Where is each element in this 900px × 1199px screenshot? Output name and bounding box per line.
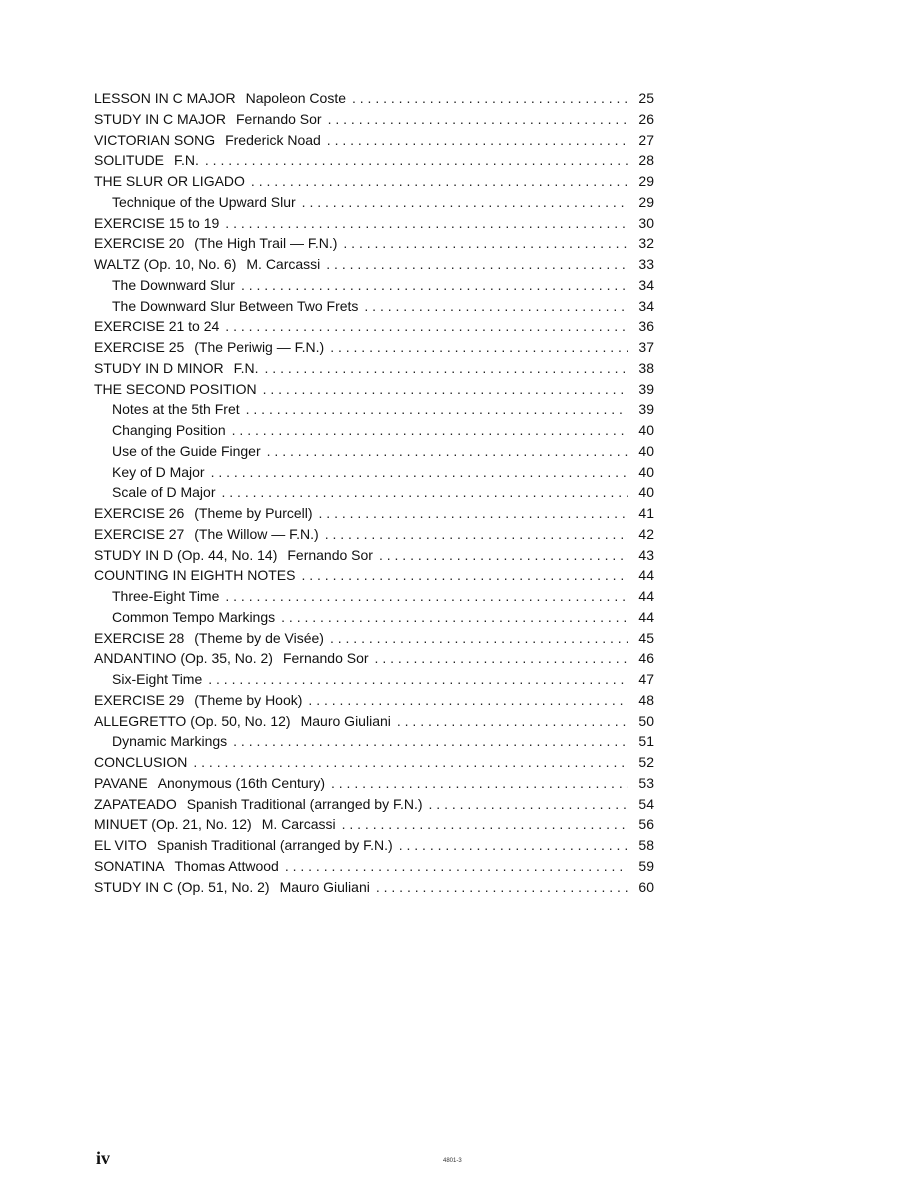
toc-entry-title <box>94 503 319 524</box>
toc-entry <box>94 835 654 856</box>
toc-title-text: PAVANE <box>94 774 148 791</box>
toc-page-number: 36 <box>638 318 654 335</box>
toc-page-number: 41 <box>638 505 654 521</box>
toc-page-number: 32 <box>638 235 654 252</box>
toc-entry-title <box>94 109 328 130</box>
toc-entry <box>94 358 654 379</box>
toc-title-text: EXERCISE 28 <box>94 629 185 646</box>
dot-leader <box>225 316 628 337</box>
toc-author-text: M. Carcassi <box>261 816 336 833</box>
toc-subentry <box>94 441 654 462</box>
toc-page-number: 29 <box>638 173 654 189</box>
toc-author-text: Napoleon Coste <box>245 90 346 106</box>
dot-leader <box>399 835 628 856</box>
toc-title-text: The Downward Slur <box>112 276 235 293</box>
toc-entry <box>94 316 654 337</box>
toc-page-number: 34 <box>638 297 654 314</box>
toc-author-text: M. Carcassi <box>246 256 321 272</box>
dot-leader <box>429 794 628 815</box>
toc-title-text: EXERCISE 29 <box>94 691 185 708</box>
toc-entry <box>94 752 654 773</box>
dot-leader <box>241 275 628 296</box>
toc-entry-title <box>94 316 225 337</box>
toc-entry-title <box>94 358 265 379</box>
toc-author-text: (Theme by Purcell) <box>194 505 313 521</box>
toc-title-text: ZAPATEADO <box>94 795 177 812</box>
toc-entry-title <box>94 399 246 420</box>
toc-entry <box>94 565 654 586</box>
toc-entry-title <box>94 441 267 462</box>
toc-author-text: Spanish Traditional (arranged by F.N.) <box>156 837 393 853</box>
toc-title-text: Scale of D Major <box>112 484 216 501</box>
toc-title-text: ALLEGRETTO (Op. 50, No. 12) <box>94 712 291 729</box>
dot-leader <box>281 607 628 628</box>
toc-subentry <box>94 731 654 752</box>
toc-subentry <box>94 669 654 690</box>
toc-page-number: 46 <box>638 650 654 667</box>
page-number-roman: iv <box>96 1148 111 1168</box>
toc-page-number: 59 <box>638 857 654 874</box>
toc-entry-title <box>94 213 225 234</box>
toc-entry-title <box>94 773 331 794</box>
toc-page-number: 58 <box>638 837 654 853</box>
dot-leader <box>267 441 628 462</box>
toc-entry-title <box>94 192 302 213</box>
dot-leader <box>263 379 628 400</box>
toc-page-number: 48 <box>638 691 654 708</box>
toc-title-text: Notes at the 5th Fret <box>112 401 240 418</box>
toc-author-text: Spanish Traditional (arranged by F.N.) <box>186 795 423 812</box>
toc-entry <box>94 337 654 358</box>
toc-entry-title <box>94 835 399 856</box>
toc-entry <box>94 150 654 171</box>
toc-subentry <box>94 275 654 296</box>
toc-entry-title <box>94 462 211 483</box>
toc-entry-title <box>94 254 326 275</box>
toc-page-number: 52 <box>638 754 654 770</box>
toc-title-text: STUDY IN D (Op. 44, No. 14) <box>94 546 278 563</box>
dot-leader <box>327 130 628 151</box>
toc-entry-title <box>94 150 205 171</box>
toc-subentry <box>94 607 654 628</box>
toc-page-number: 47 <box>638 671 654 687</box>
toc-entry-title <box>94 814 342 835</box>
toc-entry <box>94 254 654 275</box>
toc-title-text: Six-Eight Time <box>112 671 203 687</box>
toc-entry <box>94 88 654 109</box>
toc-author-text: (The Willow — F.N.) <box>194 525 319 542</box>
toc-author-text: Mauro Giuliani <box>300 712 391 729</box>
toc-author-text: Fernando Sor <box>282 650 369 667</box>
dot-leader <box>376 877 628 898</box>
toc-title-text: The Downward Slur Between Two Frets <box>112 297 359 314</box>
table-of-contents <box>94 88 654 897</box>
toc-entry <box>94 690 654 711</box>
toc-title-text: EL VITO <box>94 837 147 853</box>
toc-title-text: Changing Position <box>112 422 226 438</box>
toc-author-text: Thomas Attwood <box>174 857 279 874</box>
toc-entry-title <box>94 856 285 877</box>
toc-author-text: Mauro Giuliani <box>279 878 370 895</box>
toc-page-number: 60 <box>638 878 654 895</box>
toc-subentry <box>94 296 654 317</box>
toc-subentry <box>94 192 654 213</box>
toc-entry <box>94 648 654 669</box>
toc-entry <box>94 628 654 649</box>
toc-author-text: Frederick Noad <box>225 131 321 148</box>
toc-title-text: EXERCISE 27 <box>94 525 185 542</box>
dot-leader <box>325 524 628 545</box>
toc-entry-title <box>94 586 225 607</box>
toc-page-number: 37 <box>638 339 654 355</box>
toc-entry-title <box>94 731 233 752</box>
toc-page-number: 33 <box>638 256 654 272</box>
toc-page-number: 50 <box>638 712 654 729</box>
toc-page-number: 34 <box>638 276 654 293</box>
toc-subentry <box>94 420 654 441</box>
toc-title-text: THE SLUR OR LIGADO <box>94 173 245 189</box>
toc-title-text: EXERCISE 25 <box>94 339 185 355</box>
dot-leader <box>221 482 628 503</box>
dot-leader <box>331 773 628 794</box>
toc-entry <box>94 503 654 524</box>
toc-page-number: 53 <box>638 774 654 791</box>
dot-leader <box>330 337 628 358</box>
toc-entry <box>94 877 654 898</box>
toc-entry-title <box>94 711 397 732</box>
toc-entry <box>94 130 654 151</box>
dot-leader <box>364 296 628 317</box>
toc-entry-title <box>94 628 330 649</box>
toc-author-text: F.N. <box>233 359 259 376</box>
dot-leader <box>233 731 628 752</box>
toc-author-text: Fernando Sor <box>235 110 322 127</box>
toc-entry <box>94 711 654 732</box>
toc-title-text: MINUET (Op. 21, No. 12) <box>94 816 252 833</box>
toc-title-text: Use of the Guide Finger <box>112 442 261 459</box>
toc-title-text: EXERCISE 26 <box>94 505 185 521</box>
toc-entry-title <box>94 690 308 711</box>
toc-title-text: COUNTING IN EIGHTH NOTES <box>94 567 296 584</box>
dot-leader <box>330 628 628 649</box>
dot-leader <box>379 545 628 566</box>
toc-author-text: (Theme by de Visée) <box>194 629 324 646</box>
toc-entry <box>94 794 654 815</box>
toc-author-text: F.N. <box>174 152 199 169</box>
toc-entry-title <box>94 130 327 151</box>
toc-entry-title <box>94 794 429 815</box>
toc-page-number: 51 <box>638 733 654 750</box>
toc-page-number: 39 <box>638 380 654 397</box>
toc-author-text: (The Periwig — F.N.) <box>194 339 325 355</box>
dot-leader <box>285 856 628 877</box>
toc-page-number: 54 <box>638 795 654 812</box>
toc-page-number: 40 <box>638 484 654 501</box>
toc-page-number: 40 <box>638 442 654 459</box>
toc-subentry <box>94 399 654 420</box>
toc-page-number: 27 <box>638 131 654 148</box>
dot-leader <box>225 213 628 234</box>
dot-leader <box>308 690 628 711</box>
dot-leader <box>302 192 628 213</box>
toc-page-number: 44 <box>638 567 654 584</box>
toc-title-text: Key of D Major <box>112 463 205 480</box>
toc-entry-title <box>94 296 364 317</box>
dot-leader <box>205 150 628 171</box>
dot-leader <box>265 358 628 379</box>
toc-author-text: Anonymous (16th Century) <box>157 774 325 791</box>
toc-entry <box>94 171 654 192</box>
toc-title-text: ANDANTINO (Op. 35, No. 2) <box>94 650 273 667</box>
toc-entry-title <box>94 607 281 628</box>
toc-entry-title <box>94 171 251 192</box>
toc-title-text: SONATINA <box>94 857 165 874</box>
dot-leader <box>251 171 628 192</box>
toc-entry-title <box>94 545 379 566</box>
toc-page-number: 28 <box>638 152 654 169</box>
toc-title-text: VICTORIAN SONG <box>94 131 216 148</box>
toc-entry-title <box>94 877 376 898</box>
toc-title-text: Technique of the Upward Slur <box>112 193 296 210</box>
dot-leader <box>319 503 628 524</box>
toc-entry-title <box>94 275 241 296</box>
toc-entry-title <box>94 233 343 254</box>
dot-leader <box>342 814 628 835</box>
dot-leader <box>208 669 628 690</box>
toc-title-text: STUDY IN C (Op. 51, No. 2) <box>94 878 270 895</box>
toc-entry-title <box>94 482 221 503</box>
toc-title-text: EXERCISE 20 <box>94 235 185 252</box>
toc-page-number: 26 <box>638 110 654 127</box>
toc-page-number: 38 <box>638 359 654 376</box>
toc-page-number: 45 <box>638 629 654 646</box>
toc-entry <box>94 814 654 835</box>
toc-subentry <box>94 586 654 607</box>
toc-page-number: 44 <box>638 608 654 625</box>
toc-page-number: 56 <box>638 816 654 833</box>
dot-leader <box>225 586 628 607</box>
toc-page-number: 25 <box>638 90 654 106</box>
toc-page-number: 29 <box>638 193 654 210</box>
toc-entry-title <box>94 337 330 358</box>
toc-entry <box>94 856 654 877</box>
toc-page-number: 42 <box>638 525 654 542</box>
toc-title-text: EXERCISE 15 to 19 <box>94 214 220 231</box>
toc-entry <box>94 524 654 545</box>
toc-entry-title <box>94 648 375 669</box>
toc-author-text: (The High Trail — F.N.) <box>194 235 338 252</box>
dot-leader <box>211 462 628 483</box>
toc-page-number: 40 <box>638 463 654 480</box>
toc-page-number: 40 <box>638 422 654 438</box>
toc-entry-title <box>94 379 263 400</box>
toc-title-text: SOLITUDE <box>94 152 165 169</box>
toc-title-text: STUDY IN D MINOR <box>94 359 224 376</box>
dot-leader <box>343 233 628 254</box>
dot-leader <box>193 752 628 773</box>
toc-title-text: Three-Eight Time <box>112 588 220 604</box>
toc-entry <box>94 545 654 566</box>
toc-entry <box>94 379 654 400</box>
dot-leader <box>352 88 628 109</box>
toc-author-text: Fernando Sor <box>287 546 373 563</box>
toc-entry <box>94 773 654 794</box>
toc-title-text: THE SECOND POSITION <box>94 380 257 397</box>
catalog-number: 4801-3 <box>443 1158 462 1164</box>
toc-title-text: STUDY IN C MAJOR <box>94 110 226 127</box>
toc-page-number: 30 <box>638 214 654 231</box>
toc-subentry <box>94 482 654 503</box>
toc-page-number: 43 <box>638 546 654 563</box>
toc-title-text: EXERCISE 21 to 24 <box>94 318 220 335</box>
toc-entry-title <box>94 565 301 586</box>
toc-entry-title <box>94 524 325 545</box>
dot-leader <box>246 399 628 420</box>
toc-title-text: WALTZ (Op. 10, No. 6) <box>94 256 237 272</box>
toc-entry-title <box>94 420 232 441</box>
toc-title-text: LESSON IN C MAJOR <box>94 90 236 106</box>
toc-entry <box>94 109 654 130</box>
toc-entry <box>94 213 654 234</box>
toc-title-text: Dynamic Markings <box>112 733 228 750</box>
toc-title-text: CONCLUSION <box>94 754 188 770</box>
toc-author-text: (Theme by Hook) <box>194 691 303 708</box>
dot-leader <box>301 565 628 586</box>
dot-leader <box>397 711 628 732</box>
toc-entry-title <box>94 669 208 690</box>
toc-page-number: 39 <box>638 401 654 418</box>
dot-leader <box>326 254 628 275</box>
dot-leader <box>328 109 628 130</box>
dot-leader <box>375 648 628 669</box>
toc-title-text: Common Tempo Markings <box>112 608 276 625</box>
toc-page-number: 44 <box>638 588 654 604</box>
toc-entry-title <box>94 752 193 773</box>
toc-entry <box>94 233 654 254</box>
dot-leader <box>232 420 628 441</box>
toc-subentry <box>94 462 654 483</box>
toc-entry-title <box>94 88 352 109</box>
